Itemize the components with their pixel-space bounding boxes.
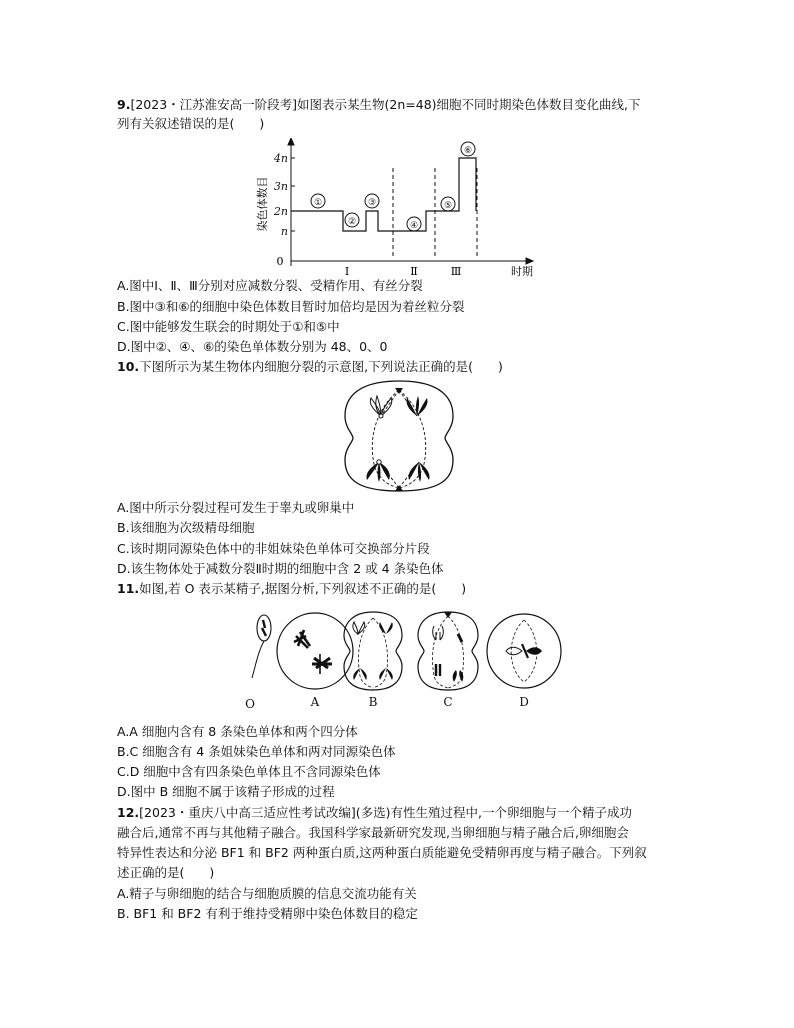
q11-option-d: D.图中 B 细胞不属于该精子形成的过程 (117, 784, 335, 799)
q9-option-b: B.图中③和⑥的细胞中染色体数目暂时加倍均是因为着丝粒分裂 (117, 299, 465, 314)
q11-option-a: A.A 细胞内含有 8 条染色单体和两个四分体 (117, 724, 358, 739)
q10-option-c: C.该时期同源染色体中的非姐妹染色单体可交换部分片段 (117, 541, 430, 556)
cell-membrane (345, 381, 453, 491)
label-O: O (245, 697, 255, 711)
ytick-4n: 4n (273, 152, 288, 165)
seg-1: ① (313, 198, 323, 208)
q12-stem-line3: 特异性表达和分泌 BF1 和 BF2 两种蛋白质,这两种蛋白质能避免受精卵再度与精子融合。下列叙 (117, 845, 647, 860)
label-B: B (368, 695, 378, 709)
q11-cells-diagram (236, 606, 566, 714)
seg-4: ④ (409, 221, 419, 231)
q10-option-b: B.该细胞为次级精母细胞 (117, 520, 255, 535)
q12-option-b: B. BF1 和 BF2 有利于维持受精卵中染色体数目的稳定 (117, 906, 418, 921)
period-II: Ⅱ (410, 265, 418, 278)
seg-6: ⑥ (463, 146, 473, 156)
q12-stem-line2: 融合后,通常不再与其他精子融合。我国科学家最新研究发现,当卵细胞与精子融合后,卵细胞会 (117, 825, 629, 840)
period-I: Ⅰ (344, 265, 350, 278)
q9-stem-line1: 9.[2023・江苏淮安高一阶段考]如图表示某生物(2n=48)细胞不同时期染色体数目变化曲线,下 (117, 97, 641, 112)
x-axis-arrow (526, 258, 533, 264)
cell-C (418, 612, 478, 690)
q12-stem-line1: 12.[2023・重庆八中高三适应性考试改编](多选)有性生殖过程中,一个卵细胞与一个精子成功 (117, 805, 632, 820)
y-axis-arrow (288, 138, 294, 145)
q11-option-c: C.D 细胞中含有四条染色单体且不含同源染色体 (117, 764, 381, 779)
q9-option-a: A.图中Ⅰ、Ⅱ、Ⅲ分别对应减数分裂、受精作用、有丝分裂 (117, 278, 423, 293)
q9-chromosome-chart (250, 138, 550, 278)
q11-option-b: B.C 细胞含有 4 条姐妹染色单体和两对同源染色体 (117, 744, 396, 759)
q11-stem: 11.如图,若 O 表示某精子,据图分析,下列叙述不正确的是( ) (117, 581, 467, 596)
q10-option-d: D.该生物体处于减数分裂Ⅱ时期的细胞中含 2 或 4 条染色体 (117, 561, 444, 576)
q9-option-c: C.图中能够发生联会的时期处于①和⑤中 (117, 319, 340, 334)
q11-number: 11. (117, 581, 140, 596)
ytick-0: 0 (276, 255, 284, 268)
seg-5: ⑤ (443, 201, 453, 211)
q10-option-a: A.图中所示分裂过程可发生于睾丸或卵巢中 (117, 500, 355, 515)
seg-3: ③ (367, 198, 377, 208)
q9-number: 9. (117, 97, 131, 112)
y-axis-label: 染色体数目 (256, 176, 269, 232)
seg-2: ② (347, 217, 357, 227)
period-III: Ⅲ (450, 265, 462, 278)
label-A: A (310, 695, 320, 709)
q10-stem: 10.下图所示为某生物体内细胞分裂的示意图,下列说法正确的是( ) (117, 359, 503, 374)
label-C: C (443, 695, 453, 709)
q9-stem-line2: 列有关叙述错误的是( ) (117, 116, 265, 131)
q12-number: 12. (117, 805, 140, 820)
q10-cell-diagram (341, 378, 461, 496)
ytick-2n: 2n (273, 205, 288, 218)
ytick-3n: 3n (273, 180, 288, 193)
cell-D (487, 614, 561, 688)
sperm-O (252, 615, 271, 678)
cell-A (277, 613, 353, 689)
ytick-n: n (280, 225, 288, 238)
q10-number: 10. (117, 359, 140, 374)
x-axis-label: 时期 (511, 265, 533, 278)
q9-option-d: D.图中②、④、⑥的染色单体数分别为 48、0、0 (117, 339, 388, 354)
q12-stem-line4: 述正确的是( ) (117, 865, 215, 880)
q12-option-a: A.精子与卵细胞的结合与细胞质膜的信息交流功能有关 (117, 886, 417, 901)
label-D: D (519, 695, 529, 709)
